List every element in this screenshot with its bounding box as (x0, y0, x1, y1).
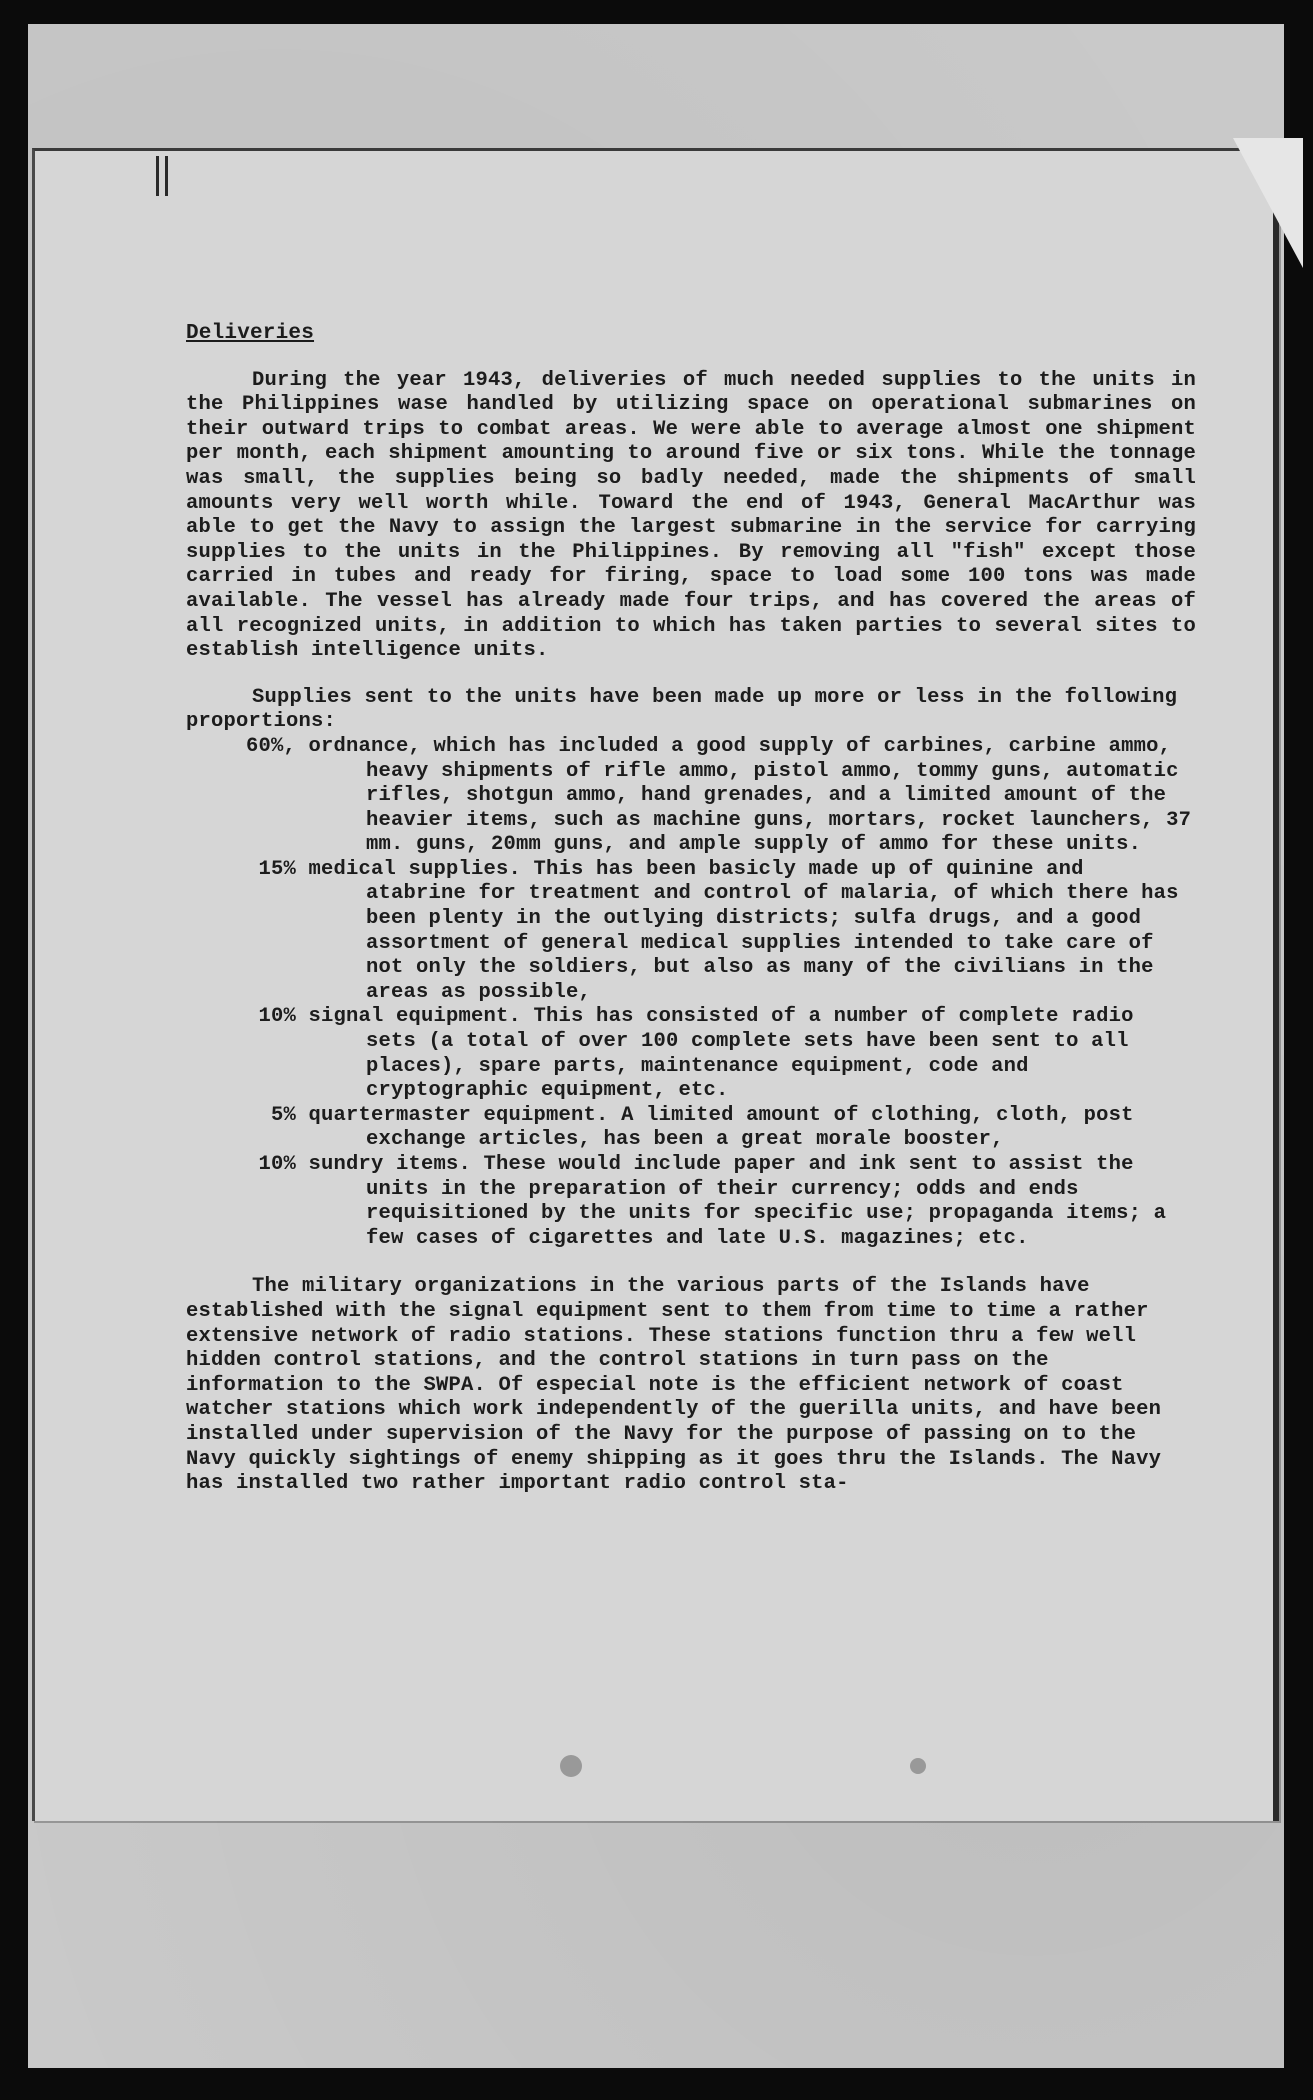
supply-percent: 10% (258, 1153, 296, 1176)
paragraph-supplies-intro: Supplies sent to the units have been made up more or less in the following proportions: (186, 685, 1178, 734)
smudge-mark (560, 1755, 582, 1777)
supply-description: quartermaster equipment. A limited amount of clothing, cloth, post exchange articles, has been a great morale booster, (308, 1103, 1134, 1152)
section-heading: Deliveries (186, 322, 315, 345)
supply-description: ordnance, which has included a good supply of carbines, carbine ammo, heavy shipments of rifle ammo, pistol ammo, tommy guns, automatic rifles, shotgun ammo, hand grenades, and a limited amount of the heavier items, such as machine guns, mortars, rocket launchers, 37 mm. guns, 20mm guns, and ample supply of ammo for these units. (308, 734, 1192, 857)
supply-description: sundry items. These would include paper and ink sent to assist the units in the preparation of their currency; odds and ends requisitioned by the units for specific use; propaganda items; a few cases of cigarettes and late U.S. magazines; etc. (308, 1153, 1167, 1250)
paragraph-deliveries: During the year 1943, deliveries of much needed supplies to the units in the Philippines wase handled by utilizing space on operational submarines on their outward trips to combat areas. We were able to average almost one shipment per month, each shipment amounting to around five or six tons. While the tonnage was small, the supplies being so badly needed, made the shipments of small amounts very well worth while. Toward the end of 1943, General MacArthur was able to get the Navy to assign the largest submarine in the service for carrying supplies to the units in the Philippines. By removing all "fish" except those carried in tubes and ready for firing, space to load some 100 tons was made available. The vessel has already made four trips, and has covered the areas of all recognized units, in addition to which has taken parties to several sites to establish intelligence units. (186, 368, 1196, 663)
supply-percent: 60%, (245, 734, 296, 758)
supply-percent: 5% (270, 1103, 296, 1127)
document-text (186, 322, 1196, 1497)
supplies-list (186, 735, 1196, 1251)
supply-description: medical supplies. This has been basicly made up of quinine and atabrine for treatment and control of malaria, of which there has been plenty in the outlying districts; sulfa drugs, and a good assortment of general medical supplies intended to take care of not only the soldiers, but also as many of the civilians in the areas as possible, (308, 857, 1179, 1004)
supply-description: signal equipment. This has consisted of a number of complete radio sets (a total of over 100 complete sets have been sent to all places), spare parts, maintenance equipment, code and cryptographic equipment, etc. (308, 1005, 1134, 1103)
list-item (186, 858, 1196, 1006)
supply-percent: 15% (258, 857, 296, 881)
supply-percent: 10% (258, 1005, 296, 1029)
folded-corner (1233, 138, 1303, 268)
staple-mark (156, 156, 168, 196)
list-item (186, 1005, 1196, 1103)
paragraph-radio-network: The military organizations in the various parts of the Islands have established with the signal equipment sent to them from time to time a rather extensive network of radio stations. These stations function thru a few well hidden control stations, and the control stations in turn pass on the information to the SWPA. Of especial note is the efficient network of coast watcher stations which work independently of the guerilla units, and have been installed under supervision of the Navy for the purpose of passing on to the Navy quickly sightings of enemy shipping as it goes thru the Islands. The Navy has installed two rather important radio control sta- (186, 1275, 1162, 1496)
list-item (186, 1153, 1196, 1251)
list-item (186, 735, 1196, 858)
smudge-mark (910, 1758, 926, 1774)
list-item (186, 1104, 1196, 1153)
